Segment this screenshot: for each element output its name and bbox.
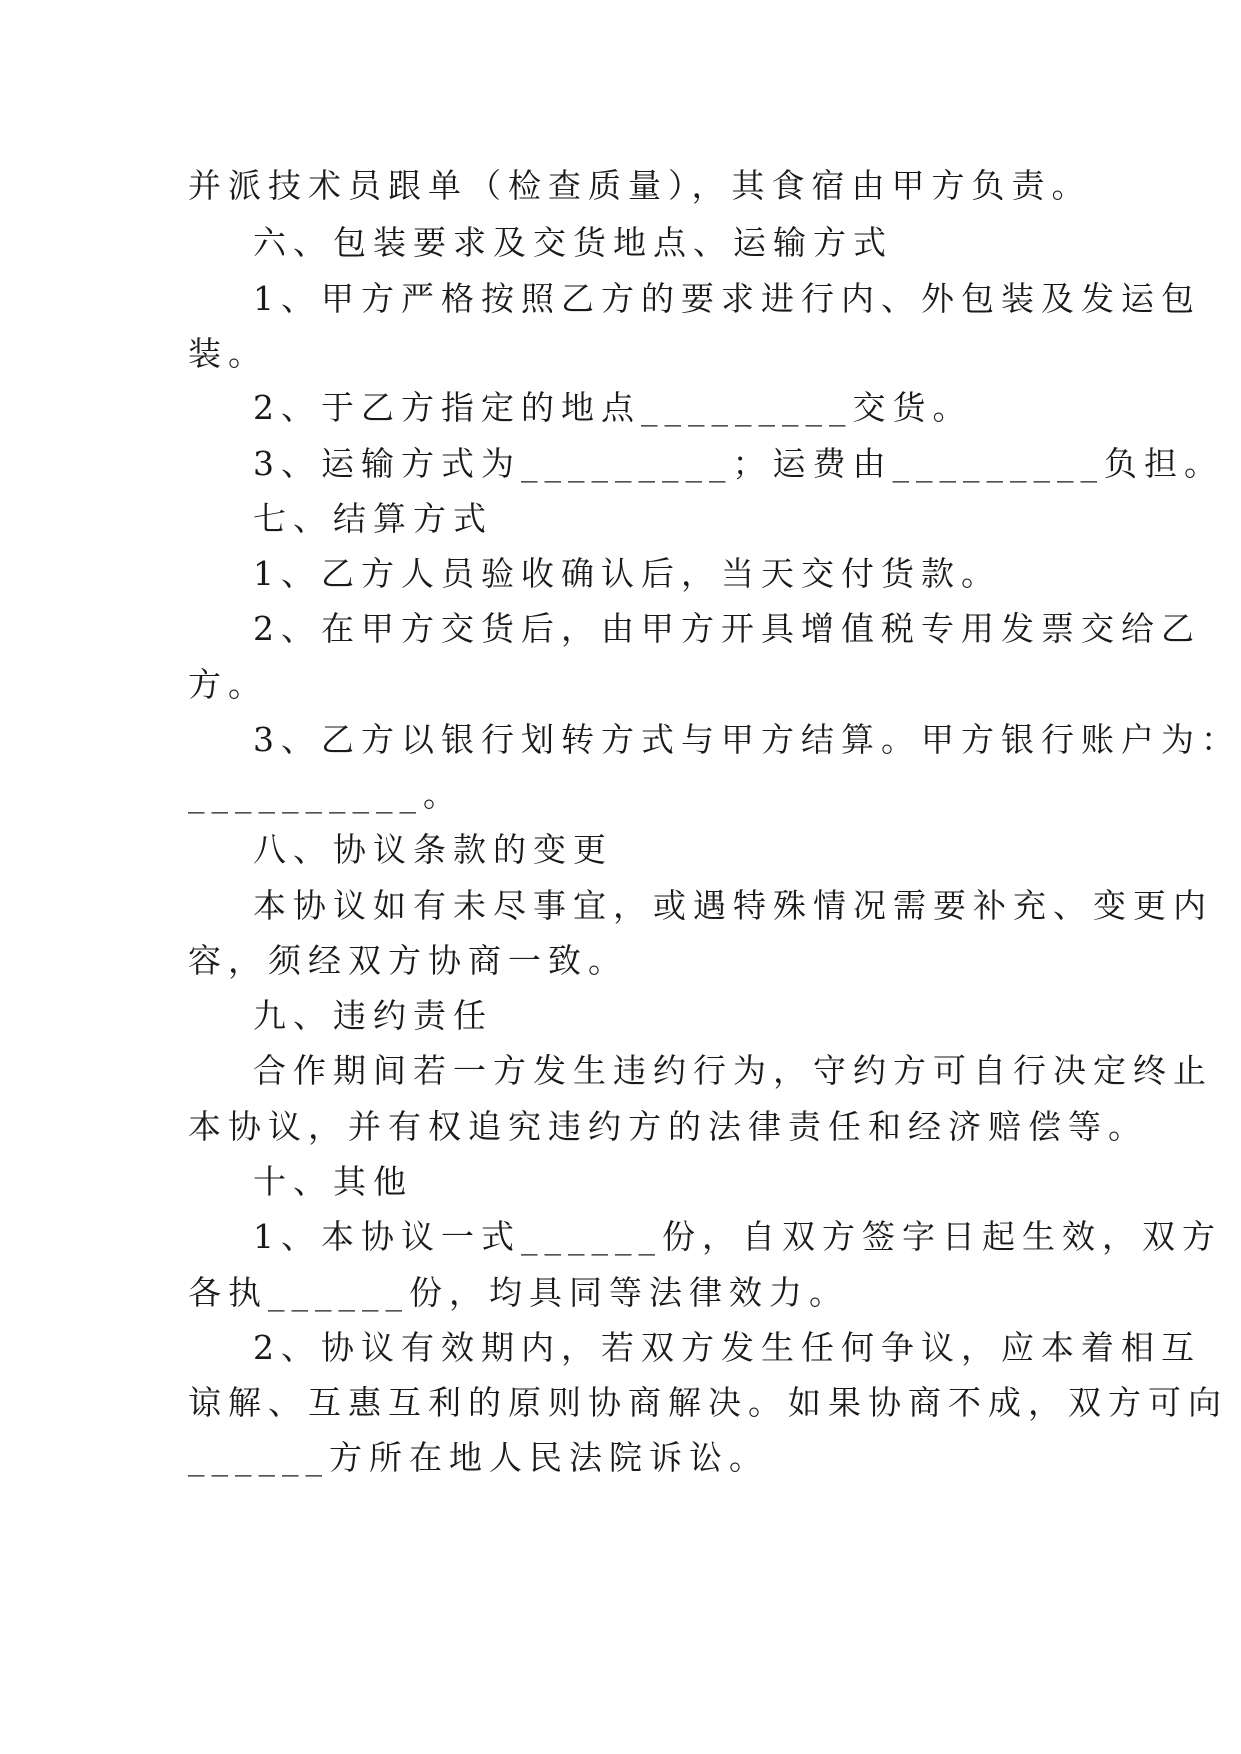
text-line: 并派技术员跟单（检查质量），其食宿由甲方负责。 [188, 166, 1092, 205]
text-line: 1、本协议一式______份，自双方签字日起生效，双方 [253, 1217, 1222, 1256]
text-line: 2、协议有效期内，若双方发生任何争议，应本着相互 [253, 1328, 1201, 1367]
text-line: 1、乙方人员验收确认后，当天交付货款。 [253, 554, 1001, 593]
text-line: 谅解、互惠互利的原则协商解决。如果协商不成，双方可向 [188, 1383, 1228, 1422]
text-line: 2、在甲方交货后，由甲方开具增值税专用发票交给乙 [253, 609, 1201, 648]
text-line: 2、于乙方指定的地点_________交货。 [253, 388, 973, 427]
text-line: 3、运输方式为_________；运费由_________负担。 [253, 444, 1224, 483]
section-heading: 九、违约责任 [253, 996, 493, 1035]
text-line: 方。 [188, 665, 268, 704]
text-line: 容，须经双方协商一致。 [188, 941, 628, 980]
text-line: 1、甲方严格按照乙方的要求进行内、外包装及发运包 [253, 279, 1201, 318]
section-heading: 八、协议条款的变更 [253, 830, 613, 869]
text-line: 合作期间若一方发生违约行为，守约方可自行决定终止 [253, 1051, 1213, 1090]
text-line: 3、乙方以银行划转方式与甲方结算。甲方银行账户为： [253, 720, 1241, 759]
section-heading: 十、其他 [253, 1162, 413, 1201]
text-line: ______方所在地人民法院诉讼。 [188, 1438, 769, 1477]
text-line: 各执______份，均具同等法律效力。 [188, 1273, 849, 1312]
text-line: __________。 [188, 775, 463, 814]
text-line: 装。 [188, 334, 268, 373]
text-line: 本协议如有未尽事宜，或遇特殊情况需要补充、变更内 [253, 886, 1213, 925]
text-line: 本协议，并有权追究违约方的法律责任和经济赔偿等。 [188, 1107, 1148, 1146]
section-heading: 七、结算方式 [253, 499, 493, 538]
section-heading: 六、包装要求及交货地点、运输方式 [253, 223, 893, 262]
